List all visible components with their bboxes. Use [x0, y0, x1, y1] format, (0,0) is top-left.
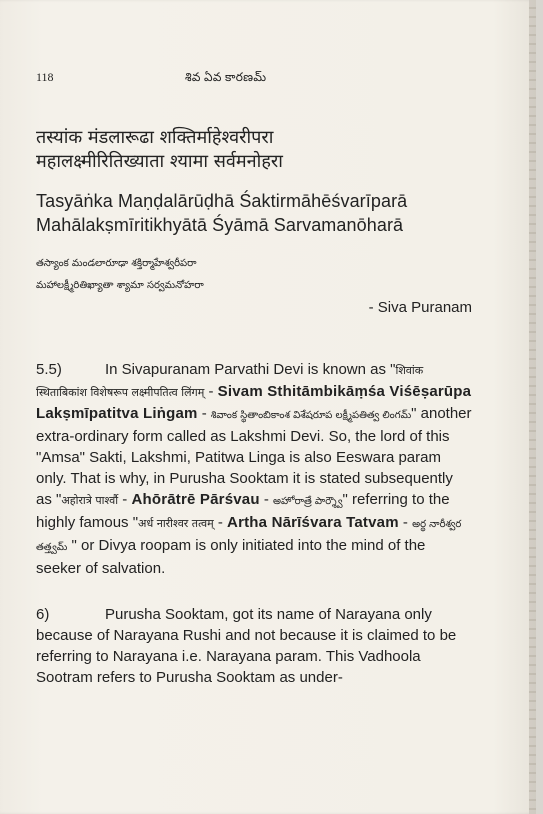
paragraph-number: 6): [36, 606, 50, 623]
paragraph-text: Purusha Sooktam, got its name of Narayana only because of Narayana Rushi and not because it is claimed to be referring to Narayana i.e. Narayana param. This Vadhoola Sootram refers to Purusha Sooktam as under-: [36, 606, 457, 686]
running-title: శివ ఏవ కారణమ్: [185, 70, 267, 84]
transliterated-term: Artha Nārīśvara Tatvam: [227, 514, 399, 531]
transliteration-line-1: Tasyāṅka Maṇḍalārūḍhā Śaktirmāhēśvarīparā: [36, 191, 408, 211]
transliterated-term: Ahōrātrē Pārśvau: [131, 491, 260, 508]
telugu-term: శివాంక స్థితాంబికాంశ విశేషరూప లక్ష్మీపతిత్వ లింగమ్: [210, 410, 412, 421]
telugu-term: అర్థ నారీశ్వర తత్త్వమ్: [36, 519, 462, 553]
page-number: 118: [36, 70, 54, 84]
telugu-term: అహోరాత్రే పార్శ్వౌ: [273, 496, 343, 507]
sanskrit-line-2: महालक्ष्मीरितिख्याता श्यामा सर्वमनोहरा: [36, 151, 283, 172]
verse-source: - Siva Puranam: [368, 299, 472, 316]
dash: -: [197, 405, 211, 422]
devanagari-term: शिवांक स्थिताबिकांश विशेषरूप लक्ष्मीपतित्व लिंगम्: [36, 364, 424, 399]
transliterated-term: Sivam Sthitāmbikāṃśa Viśēṣarūpa Lakṣmīpatitva Liṅgam: [36, 383, 472, 422]
transliteration-line-2: Mahālakṣmīritikhyātā Śyāmā Sarvamanōharā: [36, 215, 404, 235]
dash: -: [259, 491, 274, 508]
paragraph-text: In Sivapuranam Parvathi Devi is known as ": [105, 361, 396, 378]
paragraph-text: " or Divya roopam is only initiated into the mind of the seeker of salvation.: [36, 537, 426, 577]
devanagari-term: अहोरात्रे पार्श्वौ: [61, 494, 119, 507]
paragraph-number: 5.5): [36, 361, 62, 378]
sanskrit-verse: [36, 126, 472, 174]
page-header: [28, 70, 522, 86]
dash: -: [213, 514, 228, 531]
telugu-line-2: మహాలక్ష్మీరితిఖ్యాతా శ్యామా సర్వమనోహరా: [36, 280, 204, 291]
page-edge: [529, 0, 536, 814]
paragraph-6: [36, 604, 472, 688]
dash: -: [204, 383, 218, 400]
dash: -: [118, 491, 132, 508]
devanagari-term: अर्ध नारीश्वर तत्वम्: [138, 517, 214, 530]
dash: -: [398, 514, 413, 531]
paragraph-5-5: [36, 359, 472, 579]
transliterated-verse: [36, 189, 472, 237]
page-content: [36, 126, 472, 688]
telugu-verse: [36, 253, 472, 318]
telugu-line-1: తస్యాంక మండలారూఢా శక్తిర్మాహేశ్వరీపరా: [36, 258, 197, 269]
sanskrit-line-1: तस्यांक मंडलारूढा शक्तिर्माहेश्वरीपरा: [36, 127, 274, 148]
paragraph-text: " another extra-ordinary form called as Lakshmi Devi. So, the lord of this "Amsa" Sakti, Lakshmi, Patitwa Linga is also Eeswara param only. That is why, in Purusha Sooktam it is stated subsequently as ": [36, 405, 472, 508]
paragraph-text: " referring to the highly famous ": [36, 491, 450, 531]
